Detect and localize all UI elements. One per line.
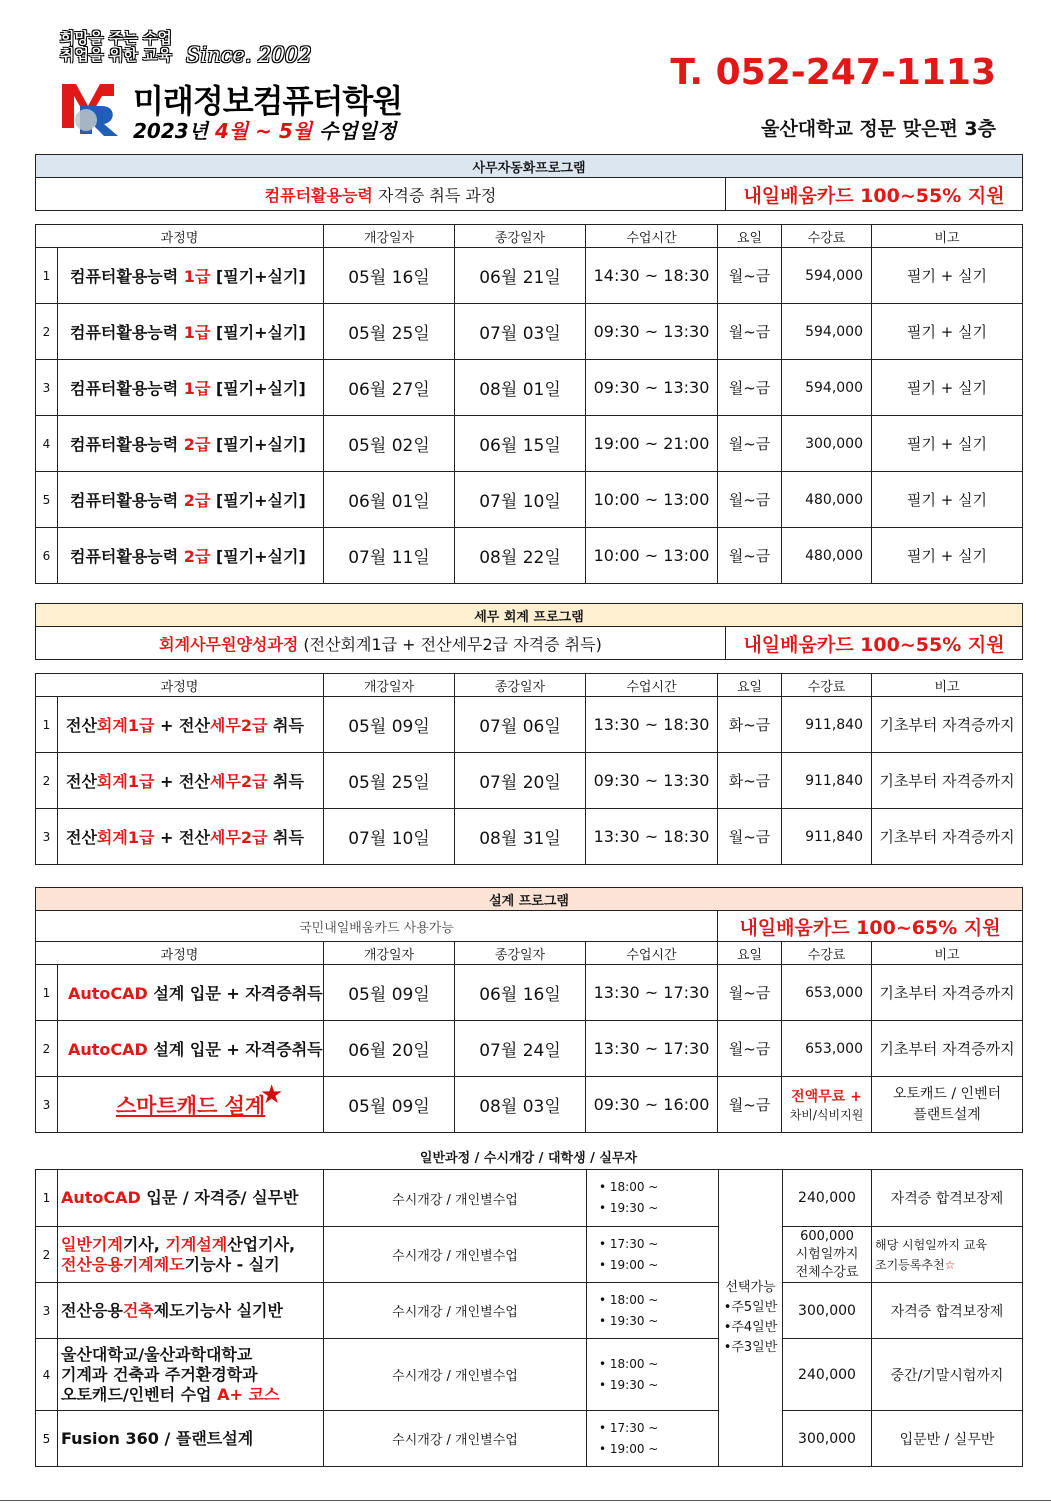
col-fee: 수강료 [782,942,872,965]
fee-line: 시험일까지 [795,1246,859,1262]
since-label: Since. 2002 [186,43,312,67]
course-note: 기초부터 자격증까지 [872,809,1023,865]
class-time: 09:30 ~ 13:30 [586,753,718,809]
slogan-line-2: 취업을 위한 교육 [60,46,172,64]
course-note: 자격증 합격보장제 [872,1283,1023,1339]
fee-free: 전액무료 + [791,1089,862,1105]
row-number: 5 [36,472,58,528]
table-row [36,1339,1023,1411]
course-name [58,1021,324,1077]
class-times [587,1411,719,1467]
class-day: 화~금 [718,697,782,753]
select-option: •주5일반 [723,1300,778,1315]
course-note [872,1227,1023,1283]
fee-line: 전체수강료 [795,1264,859,1280]
course-fee: 240,000 [783,1339,872,1411]
class-time: 09:30 ~ 13:30 [586,304,718,360]
course-name-red: A+ 코스 [217,1384,280,1404]
course-suffix: [필기+실기] [210,491,306,510]
row-number: 6 [36,528,58,584]
course-fee: 300,000 [783,1411,872,1467]
table-row [36,528,1023,584]
course-name-part: 전산 [66,772,97,791]
class-times [587,1339,719,1411]
row-number: 3 [36,1077,58,1133]
course-name-red: 회계1급 [96,716,155,735]
course-fee: 911,840 [782,809,872,865]
course-level: 1급 [183,379,211,398]
class-time: 10:00 ~ 13:00 [586,528,718,584]
table-row [36,248,1023,304]
course-name-part: 기능사 - 실기 [184,1254,280,1274]
course-fee: 480,000 [782,528,872,584]
time-option: • 18:00 ~ [599,1356,659,1371]
star-outline-icon: ☆ [944,1257,956,1272]
row-number: 1 [36,248,58,304]
tax-header-row [36,674,1023,697]
table-row [36,1411,1023,1467]
course-suffix: [필기+실기] [210,323,306,342]
row-number: 5 [36,1411,58,1467]
course-suffix: [필기+실기] [210,547,306,566]
select-option: •주4일반 [723,1320,778,1335]
design-table [35,887,1023,1133]
course-name-part: 취득 [267,716,304,735]
course-note: 기초부터 자격증까지 [872,1021,1023,1077]
row-number: 2 [36,1021,58,1077]
row-number: 1 [36,697,58,753]
course-name-red: 회계1급 [96,772,155,791]
col-end-date: 종강일자 [455,674,586,697]
time-option: • 19:30 ~ [599,1201,659,1215]
course-name-part: 입문 / 자격증/ 실무반 [140,1188,299,1207]
academy-logo-icon [58,76,122,138]
course-name-red: AutoCAD [68,984,148,1003]
course-fee: 594,000 [782,360,872,416]
course-level: 1급 [183,267,211,286]
row-number: 4 [36,416,58,472]
course-suffix: [필기+실기] [210,379,306,398]
academy-name: 미래정보컴퓨터학원 [133,82,403,120]
start-date: 06월 27일 [324,360,455,416]
col-day: 요일 [718,225,782,248]
class-day: 월~금 [718,360,782,416]
course-name-text: 컴퓨터활용능력 [70,547,184,566]
class-time: 09:30 ~ 16:00 [586,1077,718,1133]
table-row [36,753,1023,809]
class-time: 13:30 ~ 17:30 [586,965,718,1021]
col-end-date: 종강일자 [455,225,586,248]
time-option: • 19:00 ~ [599,1257,659,1272]
table-row [36,304,1023,360]
end-date: 06월 15일 [455,416,586,472]
start-date: 07월 10일 [324,809,455,865]
start-date: 06월 01일 [324,472,455,528]
course-name-text: 컴퓨터활용능력 [70,379,184,398]
note-line: 오토캐드 / 인벤터 [892,1085,1002,1102]
course-name-part: 기사, [122,1234,166,1254]
end-date: 08월 01일 [455,360,586,416]
course-note: 기초부터 자격증까지 [872,965,1023,1021]
course-fee: 300,000 [782,416,872,472]
table-row [36,965,1023,1021]
col-note: 비고 [872,225,1023,248]
class-time: 19:00 ~ 21:00 [586,416,718,472]
row-number: 4 [36,1339,58,1411]
course-fee: 653,000 [782,1021,872,1077]
course-note: 기초부터 자격증까지 [872,697,1023,753]
course-name [58,1227,324,1283]
course-level: 2급 [183,491,211,510]
note-line: 해당 시험일까지 교육 [875,1237,987,1252]
schedule-year: 2023년 [133,119,208,143]
office-course-table [35,224,1023,584]
end-date: 07월 06일 [455,697,586,753]
course-name [58,528,324,584]
course-fee: 300,000 [783,1283,872,1339]
course-name [58,965,324,1021]
row-number: 3 [36,1283,58,1339]
class-day: 화~금 [718,753,782,809]
table-row [36,1077,1023,1133]
table-row [36,697,1023,753]
course-name [58,697,324,753]
start-date: 05월 09일 [324,697,455,753]
course-name-part: 전산응용 [61,1300,123,1320]
course-fee: 594,000 [782,248,872,304]
end-date: 06월 21일 [455,248,586,304]
course-name-line: 울산대학교/울산과학대학교 [61,1344,253,1364]
col-note: 비고 [872,942,1023,965]
table-row [36,360,1023,416]
bottom-divider [0,1500,1051,1501]
course-name-part: 설계 입문 + 자격증취득 [147,1040,323,1059]
course-note: 필기 + 실기 [872,472,1023,528]
course-name-red: 전산응용기계제도 [61,1254,185,1274]
course-name-part: 오토캐드/인벤터 수업 [61,1384,218,1404]
class-time: 13:30 ~ 18:30 [586,809,718,865]
course-name-part: 산업기사, [227,1234,296,1254]
course-name-red: 건축 [122,1300,154,1320]
class-mode: 수시개강 / 개인별수업 [324,1170,587,1227]
table-row [36,1021,1023,1077]
class-day: 월~금 [718,965,782,1021]
course-name [58,1339,324,1411]
course-name-red: AutoCAD [68,1040,148,1059]
slogan [60,30,172,64]
note-line: 플랜트설계 [913,1106,981,1123]
address: 울산대학교 정문 맞은편 3층 [761,118,996,140]
class-day: 월~금 [718,809,782,865]
course-name-part: 전산 [66,828,97,847]
course-name-red: 기계설계 [165,1234,228,1254]
design-header-row [36,942,1023,965]
table-row [36,1170,1023,1227]
course-fee: 911,840 [782,697,872,753]
start-date: 05월 09일 [324,1077,455,1133]
row-number: 1 [36,965,58,1021]
col-fee: 수강료 [782,674,872,697]
row-number: 1 [36,1170,58,1227]
course-note: 필기 + 실기 [872,528,1023,584]
end-date: 07월 03일 [455,304,586,360]
row-number: 3 [36,809,58,865]
class-mode: 수시개강 / 개인별수업 [324,1227,587,1283]
schedule-suffix: 수업일정 [319,119,397,143]
time-option: • 17:30 ~ [599,1420,659,1435]
course-name-red: 회계1급 [96,828,155,847]
time-option: • 17:30 ~ [599,1236,659,1251]
class-mode: 수시개강 / 개인별수업 [324,1411,587,1467]
course-name [58,809,324,865]
end-date: 08월 22일 [455,528,586,584]
col-course-name: 과정명 [36,674,324,697]
start-date: 05월 02일 [324,416,455,472]
tax-card-support: 내일배움카드 100~55% 지원 [726,627,1023,660]
class-day: 월~금 [718,416,782,472]
end-date: 07월 24일 [455,1021,586,1077]
general-table [35,1169,1023,1467]
row-number: 2 [36,753,58,809]
start-date: 05월 09일 [324,965,455,1021]
course-note: 자격증 합격보장제 [872,1170,1023,1227]
class-time: 13:30 ~ 17:30 [586,1021,718,1077]
time-option: • 19:30 ~ [599,1377,659,1392]
course-fee [782,1077,872,1133]
col-end-date: 종강일자 [455,942,586,965]
phone-number[interactable]: T. 052-247-1113 [670,52,996,93]
class-day: 월~금 [718,528,782,584]
class-times [587,1283,719,1339]
course-fee: 480,000 [782,472,872,528]
design-band: 설계 프로그램 [36,888,1023,911]
slogan-line-1: 희망을 주는 수업 [60,29,172,47]
course-level: 2급 [183,547,211,566]
col-fee: 수강료 [782,225,872,248]
course-name-part: + 전산 [154,716,210,735]
course-name-part: 제도기능사 실기반 [153,1300,283,1320]
start-date: 05월 16일 [324,248,455,304]
course-name-text: 컴퓨터활용능력 [70,491,184,510]
class-time: 14:30 ~ 18:30 [586,248,718,304]
time-option: • 19:00 ~ [599,1441,659,1456]
course-note: 필기 + 실기 [872,416,1023,472]
start-date: 05월 25일 [324,753,455,809]
end-date: 08월 03일 [455,1077,586,1133]
course-name-text: 컴퓨터활용능력 [70,267,184,286]
fee-amount: 600,000 [800,1228,854,1244]
start-date: 06월 20일 [324,1021,455,1077]
schedule-title [133,115,396,144]
class-times [587,1170,719,1227]
course-name-red: 세무2급 [209,828,268,847]
course-name [58,1283,324,1339]
course-name-red: AutoCAD [61,1188,141,1207]
course-name [58,416,324,472]
tax-title [36,627,726,660]
course-note: 필기 + 실기 [872,248,1023,304]
table-row [36,416,1023,472]
course-name-part: 취득 [267,772,304,791]
tax-course-table [35,673,1023,865]
time-option: • 18:00 ~ [599,1292,659,1307]
course-name-part: + 전산 [154,828,210,847]
design-subtitle: 국민내일배움카드 사용가능 [36,911,718,942]
tax-band: 세무 회계 프로그램 [36,604,1023,627]
course-note: 필기 + 실기 [872,360,1023,416]
office-band: 사무자동화프로그램 [36,155,1023,178]
course-name [58,472,324,528]
table-row [36,809,1023,865]
col-class-time: 수업시간 [586,942,718,965]
course-name [58,304,324,360]
col-course-name: 과정명 [36,942,324,965]
row-number: 3 [36,360,58,416]
end-date: 07월 20일 [455,753,586,809]
tax-title-rest: (전산회계1급 + 전산세무2급 자격증 취득) [303,634,602,654]
course-fee: 594,000 [782,304,872,360]
course-note [872,1077,1023,1133]
class-time: 09:30 ~ 13:30 [586,360,718,416]
office-card-support: 내일배움카드 100~55% 지원 [726,178,1023,211]
row-number: 2 [36,1227,58,1283]
col-day: 요일 [718,674,782,697]
course-name [58,1077,324,1133]
table-row [36,1283,1023,1339]
col-start-date: 개강일자 [324,674,455,697]
fee-support: 차비/식비지원 [789,1108,864,1122]
row-number: 2 [36,304,58,360]
schedule-months: 4월 ~ 5월 [214,119,313,143]
col-day: 요일 [718,942,782,965]
office-title [36,178,726,211]
time-option: • 19:30 ~ [599,1313,659,1328]
class-day: 월~금 [718,248,782,304]
end-date: 06월 16일 [455,965,586,1021]
col-class-time: 수업시간 [586,674,718,697]
design-card-support: 내일배움카드 100~65% 지원 [718,911,1023,942]
course-fee: 653,000 [782,965,872,1021]
course-note: 입문반 / 실무반 [872,1411,1023,1467]
tax-title-red: 회계사무원양성과정 [159,634,299,654]
col-note: 비고 [872,674,1023,697]
end-date: 08월 31일 [455,809,586,865]
class-day: 월~금 [718,472,782,528]
start-date: 05월 25일 [324,304,455,360]
class-day: 월~금 [718,1021,782,1077]
office-title-rest: 자격증 취득 과정 [377,185,497,205]
course-name-red: 세무2급 [209,772,268,791]
col-start-date: 개강일자 [324,942,455,965]
office-title-table [35,154,1023,211]
course-name-part: 설계 입문 + 자격증취득 [147,984,323,1003]
course-name [58,248,324,304]
course-name: Fusion 360 / 플랜트설계 [58,1411,324,1467]
course-note: 필기 + 실기 [872,304,1023,360]
course-fee: 240,000 [783,1170,872,1227]
course-name-line: 기계과 건축과 주거환경학과 [61,1364,258,1384]
course-suffix: [필기+실기] [210,267,306,286]
smart-cad-name: 스마트캐드 설계 [115,1093,266,1118]
class-day: 월~금 [718,1077,782,1133]
col-start-date: 개강일자 [324,225,455,248]
table-row [36,472,1023,528]
tax-title-table [35,603,1023,660]
class-mode: 수시개강 / 개인별수업 [324,1339,587,1411]
select-title: 선택가능 [725,1280,776,1295]
course-name [58,753,324,809]
course-note: 기초부터 자격증까지 [872,753,1023,809]
class-time: 10:00 ~ 13:00 [586,472,718,528]
col-class-time: 수업시간 [586,225,718,248]
course-name-red: 세무2급 [209,716,268,735]
course-level: 1급 [183,323,211,342]
course-name-text: 컴퓨터활용능력 [70,435,184,454]
table-row [36,1227,1023,1283]
course-name-red: 일반기계 [61,1234,123,1254]
note-line: 조기등록추천 [875,1257,945,1272]
course-name-part: 취득 [267,828,304,847]
course-fee [783,1227,872,1283]
course-name-part: + 전산 [154,772,210,791]
time-option: • 18:00 ~ [599,1180,659,1194]
office-title-red: 컴퓨터활용능력 [264,185,373,205]
header [0,0,1051,150]
start-date: 07월 11일 [324,528,455,584]
course-name-part: 전산 [66,716,97,735]
office-header-row [36,225,1023,248]
course-suffix: [필기+실기] [210,435,306,454]
col-course-name: 과정명 [36,225,324,248]
select-options [719,1170,783,1467]
general-caption: 일반과정 / 수시개강 / 대학생 / 실무자 [419,1151,638,1166]
course-level: 2급 [183,435,211,454]
select-option: •주3일반 [723,1340,778,1355]
class-time: 13:30 ~ 18:30 [586,697,718,753]
star-icon: ★ [260,1080,284,1110]
class-day: 월~금 [718,304,782,360]
course-name-text: 컴퓨터활용능력 [70,323,184,342]
course-name [58,1170,324,1227]
end-date: 07월 10일 [455,472,586,528]
class-mode: 수시개강 / 개인별수업 [324,1283,587,1339]
course-fee: 911,840 [782,753,872,809]
class-times [587,1227,719,1283]
course-name [58,360,324,416]
course-note: 중간/기말시험까지 [872,1339,1023,1411]
